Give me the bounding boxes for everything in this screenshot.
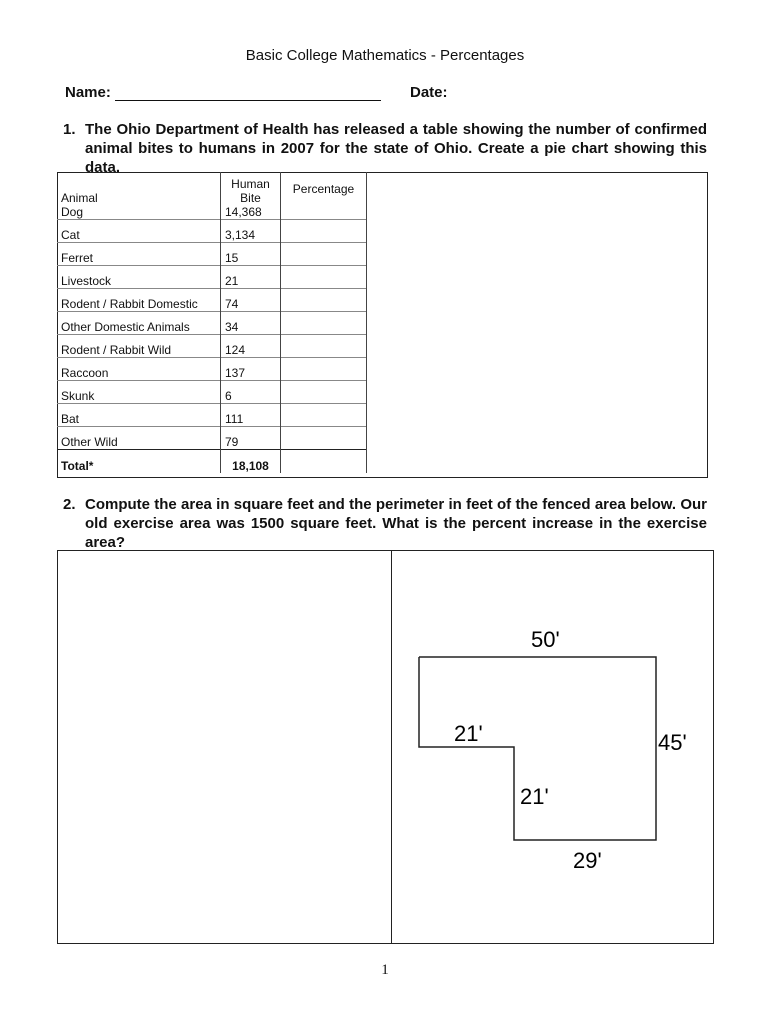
cell-percentage[interactable] (281, 335, 367, 358)
cell-human-bite: 15 (221, 243, 281, 266)
table-row (57, 381, 367, 404)
question-1-text: The Ohio Department of Health has released a table showing the number of confirmed animal bites to humans in 2007 for the state of Ohio. Create a pie chart showing this data. (85, 121, 707, 176)
question-2-number: 2. (63, 496, 76, 513)
table-header-row (57, 172, 367, 205)
question-2-text: Compute the area in square feet and the perimeter in feet of the fenced area below. Our old exercise area was 1500 square feet. What is the percent increase in the exercise area? (85, 496, 707, 551)
header-human-bite-line2: Bite (240, 191, 261, 205)
name-blank-line (115, 86, 381, 101)
cell-human-bite: 21 (221, 266, 281, 289)
cell-human-bite: 3,134 (221, 220, 281, 243)
header-percentage: Percentage (281, 172, 367, 205)
cell-percentage[interactable] (281, 289, 367, 312)
cell-human-bite: 124 (221, 335, 281, 358)
fence-outline (419, 657, 656, 840)
cell-animal: Rodent / Rabbit Wild (57, 335, 221, 358)
cell-human-bite: 74 (221, 289, 281, 312)
table-row (57, 220, 367, 243)
cell-percentage[interactable] (281, 381, 367, 404)
cell-percentage[interactable] (281, 358, 367, 381)
date-label: Date: (410, 84, 448, 101)
table-total-row (57, 450, 367, 474)
fenced-area-diagram (391, 550, 713, 944)
animal-bites-table (57, 172, 367, 473)
cell-human-bite: 79 (221, 427, 281, 450)
total-percentage[interactable] (281, 450, 367, 474)
label-top-50: 50' (531, 627, 560, 652)
cell-animal: Rodent / Rabbit Domestic (57, 289, 221, 312)
cell-percentage[interactable] (281, 404, 367, 427)
table-row (57, 266, 367, 289)
cell-percentage[interactable] (281, 266, 367, 289)
page-title: Basic College Mathematics - Percentages (245, 47, 525, 64)
cell-animal: Other Wild (57, 427, 221, 450)
header-animal: Animal (61, 191, 98, 205)
label-left-step-21: 21' (454, 721, 483, 746)
label-bottom-29: 29' (573, 848, 602, 873)
cell-animal: Skunk (57, 381, 221, 404)
cell-animal: Dog (61, 205, 84, 219)
table-row (57, 289, 367, 312)
question-2 (63, 495, 707, 552)
cell-animal: Cat (57, 220, 221, 243)
cell-animal: Livestock (57, 266, 221, 289)
cell-percentage[interactable] (281, 220, 367, 243)
name-label: Name: (65, 84, 111, 101)
cell-human-bite: 6 (221, 381, 281, 404)
table-row (57, 205, 367, 220)
table-row (57, 335, 367, 358)
cell-animal: Bat (57, 404, 221, 427)
table-row (57, 243, 367, 266)
question-1 (63, 120, 707, 177)
label-right-45: 45' (658, 730, 687, 755)
cell-human-bite: 34 (221, 312, 281, 335)
header-human-bite (221, 172, 281, 205)
cell-percentage[interactable] (281, 312, 367, 335)
total-label: Total* (57, 450, 221, 474)
cell-animal: Ferret (57, 243, 221, 266)
table-row (57, 358, 367, 381)
table-row (57, 404, 367, 427)
name-field[interactable] (65, 84, 381, 101)
cell-animal: Raccoon (57, 358, 221, 381)
cell-percentage[interactable] (281, 205, 367, 220)
table-row (57, 312, 367, 335)
date-field[interactable] (410, 84, 448, 101)
cell-animal: Other Domestic Animals (57, 312, 221, 335)
question-1-number: 1. (63, 121, 76, 138)
cell-human-bite: 14,368 (221, 205, 281, 220)
cell-human-bite: 137 (221, 358, 281, 381)
cell-human-bite: 111 (221, 404, 281, 427)
header-human-bite-line1: Human (231, 177, 270, 191)
total-value: 18,108 (221, 450, 281, 474)
cell-percentage[interactable] (281, 427, 367, 450)
cell-percentage[interactable] (281, 243, 367, 266)
page-number: 1 (381, 962, 389, 978)
table-row (57, 427, 367, 450)
label-inner-step-21: 21' (520, 784, 549, 809)
